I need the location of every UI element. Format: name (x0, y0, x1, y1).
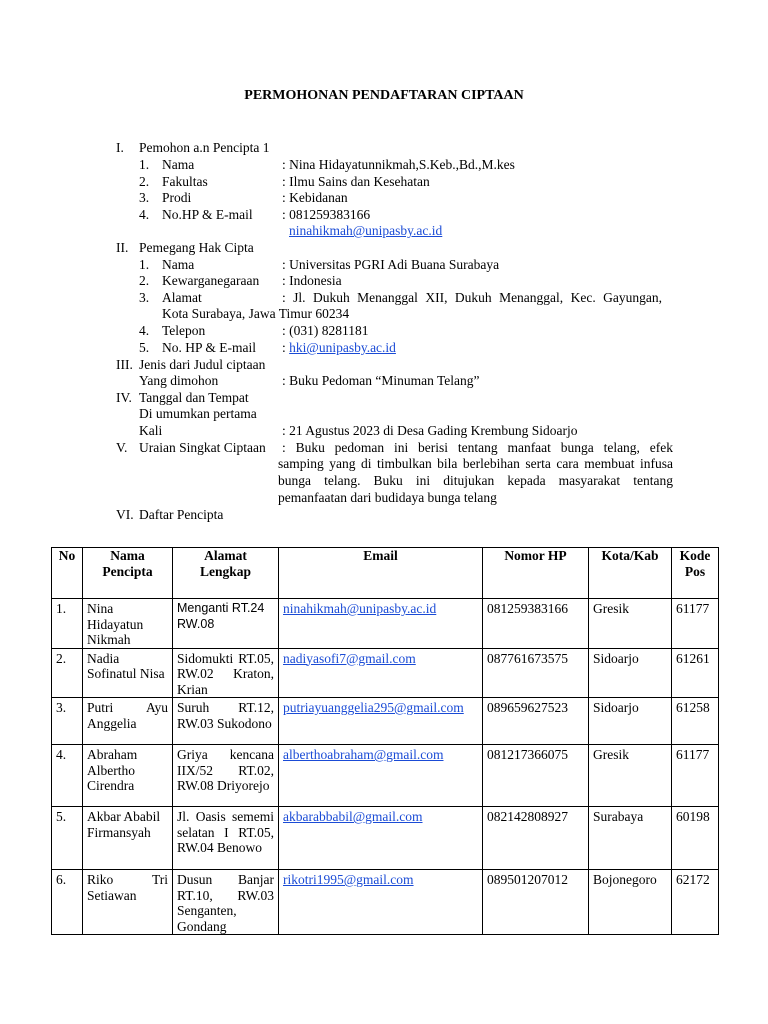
email-link[interactable]: nadiyasofi7@gmail.com (283, 650, 416, 666)
item-value: : Nina Hidayatunnikmah,S.Keb.,Bd.,M.kes (282, 157, 515, 172)
cell-no: 4. (52, 745, 83, 807)
email-link[interactable]: ninahikmah@unipasby.ac.id (289, 223, 443, 238)
section-4-subheading: Kali (139, 423, 163, 438)
section-3-number: III. (116, 357, 133, 372)
cell-email (279, 599, 483, 649)
cell-hp: 082142808927 (483, 807, 589, 870)
document-title: PERMOHONAN PENDAFTARAN CIPTAAN (244, 88, 524, 103)
email-link[interactable]: putriayuanggelia295@gmail.com (283, 700, 464, 715)
cell-hp: 089501207012 (483, 870, 589, 935)
item-number: 1. (139, 257, 150, 272)
section-3-value: : Buku Pedoman “Minuman Telang” (282, 373, 480, 388)
header-email: Email (279, 548, 483, 599)
email-link[interactable]: hki@unipasby.ac.id (289, 340, 396, 355)
description-line: samping yang di timbulkan bila berlebihan serta cara membuat infusa (278, 456, 673, 471)
item-label: Kewarganegaraan (162, 273, 260, 288)
item-label: Nama (162, 257, 195, 272)
cell-kota: Sidoarjo (589, 648, 672, 698)
cell-kota: Bojonegoro (589, 870, 672, 935)
section-4-value: : 21 Agustus 2023 di Desa Gading Krembung Sidoarjo (282, 423, 578, 438)
cell-no: 1. (52, 599, 83, 649)
item-value: : 081259383166 (282, 207, 371, 222)
table-row (52, 745, 719, 807)
cell-kota: Surabaya (589, 807, 672, 870)
description-line: : Buku pedoman ini berisi tentang manfaat bunga telang, efek (282, 440, 673, 455)
header-nomor-hp: Nomor HP (483, 548, 589, 599)
cell-nama: Nina Hidayatun Nikmah (83, 599, 173, 649)
item-value: : Jl. Dukuh Menanggal XII, Dukuh Menanggal, Kec. Gayungan, (282, 290, 662, 305)
cell-alamat: Menganti RT.24 RW.08 (173, 599, 279, 649)
item-number: 2. (139, 273, 150, 288)
item-value: : Ilmu Sains dan Kesehatan (282, 174, 430, 189)
cell-alamat: Jl. Oasis sememi selatan I RT.05, RW.04 Benowo (173, 807, 279, 870)
item-value: : Universitas PGRI Adi Buana Surabaya (282, 257, 500, 272)
item-number: 4. (139, 207, 150, 222)
section-4-number: IV. (116, 390, 132, 405)
section-3-heading: Jenis dari Judul ciptaan (139, 357, 266, 372)
item-label: Nama (162, 157, 195, 172)
cell-email (279, 870, 483, 935)
header-no: No (52, 548, 83, 599)
item-label: Alamat (162, 290, 202, 305)
email-link[interactable]: ninahikmah@unipasby.ac.id (283, 601, 437, 616)
cell-nama: Akbar Ababil Firmansyah (83, 807, 173, 870)
header-kode-pos: Kode Pos (672, 548, 719, 599)
item-number: 3. (139, 290, 150, 305)
cell-no: 3. (52, 698, 83, 745)
cell-kode-pos: 61177 (672, 599, 719, 649)
item-value: : (031) 8281181 (282, 323, 369, 338)
item-number: 2. (139, 174, 150, 189)
cell-kota: Gresik (589, 745, 672, 807)
cell-hp: 089659627523 (483, 698, 589, 745)
cell-email (279, 698, 483, 745)
section-6-number: VI. (116, 507, 134, 522)
cell-hp: 081217366075 (483, 745, 589, 807)
section-1-heading: Pemohon a.n Pencipta 1 (139, 140, 270, 155)
table-row (52, 870, 719, 935)
cell-email (279, 745, 483, 807)
item-value: : Indonesia (282, 273, 342, 288)
item-number: 5. (139, 340, 150, 355)
email-link[interactable]: alberthoabraham@gmail.com (283, 747, 444, 762)
item-number: 3. (139, 190, 150, 205)
cell-nama: Nadia Sofinatul Nisa (83, 648, 173, 698)
cell-alamat: Sidomukti RT.05, RW.02 Kraton, Krian (173, 648, 279, 698)
description-line: pemanfaatan dari budidaya bunga telang (278, 490, 497, 505)
cell-email (279, 648, 483, 698)
table-row (52, 807, 719, 870)
cell-email (279, 807, 483, 870)
section-6-heading: Daftar Pencipta (139, 507, 224, 522)
table-row (52, 698, 719, 745)
cell-nama: Riko Tri Setiawan (83, 870, 173, 935)
cell-alamat: Dusun Banjar RT.10, RW.03 Senganten, Gondang (173, 870, 279, 935)
cell-kota: Gresik (589, 599, 672, 649)
section-5-number: V. (116, 440, 128, 455)
cell-no: 6. (52, 870, 83, 935)
cell-kode-pos: 60198 (672, 807, 719, 870)
item-number: 4. (139, 323, 150, 338)
header-nama: Nama Pencipta (83, 548, 173, 599)
table-row (52, 599, 719, 649)
cell-nama: Putri Ayu Anggelia (83, 698, 173, 745)
item-label: Prodi (162, 190, 192, 205)
cell-alamat: Griya kencana IIX/52 RT.02, RW.08 Driyorejo (173, 745, 279, 807)
cell-no: 5. (52, 807, 83, 870)
cell-no: 2. (52, 648, 83, 698)
section-2-number: II. (116, 240, 129, 255)
item-value: : (282, 340, 290, 355)
header-alamat: Alamat Lengkap (173, 548, 279, 599)
cell-nama: Abraham Albertho Cirendra (83, 745, 173, 807)
header-kota: Kota/Kab (589, 548, 672, 599)
cell-hp: 081259383166 (483, 599, 589, 649)
cell-kode-pos: 61261 (672, 648, 719, 698)
section-5-heading: Uraian Singkat Ciptaan (139, 440, 266, 455)
section-3-subheading: Yang dimohon (139, 373, 219, 388)
item-label: No.HP & E-mail (162, 207, 253, 222)
pencipta-table (51, 547, 719, 935)
email-link[interactable]: rikotri1995@gmail.com (283, 872, 414, 887)
description-line: bunga telang. Buku ini ditujukan kepada masyarakat tentang (278, 473, 673, 488)
cell-kode-pos: 62172 (672, 870, 719, 935)
item-label: No. HP & E-mail (162, 340, 256, 355)
cell-kota: Sidoarjo (589, 698, 672, 745)
item-value: : Kebidanan (282, 190, 348, 205)
item-number: 1. (139, 157, 150, 172)
cell-alamat: Suruh RT.12, RW.03 Sukodono (173, 698, 279, 745)
section-4-subheading: Di umumkan pertama (139, 406, 257, 421)
section-4-heading: Tanggal dan Tempat (139, 390, 249, 405)
item-value-continuation: Kota Surabaya, Jawa Timur 60234 (162, 306, 350, 321)
cell-hp: 087761673575 (483, 648, 589, 698)
table-header-row (52, 548, 719, 599)
cell-kode-pos: 61258 (672, 698, 719, 745)
email-link[interactable]: akbarabbabil@gmail.com (283, 809, 423, 824)
cell-kode-pos: 61177 (672, 745, 719, 807)
item-label: Fakultas (162, 174, 208, 189)
item-label: Telepon (162, 323, 206, 338)
table-row (52, 648, 719, 698)
section-1-number: I. (116, 140, 124, 155)
section-2-heading: Pemegang Hak Cipta (139, 240, 254, 255)
